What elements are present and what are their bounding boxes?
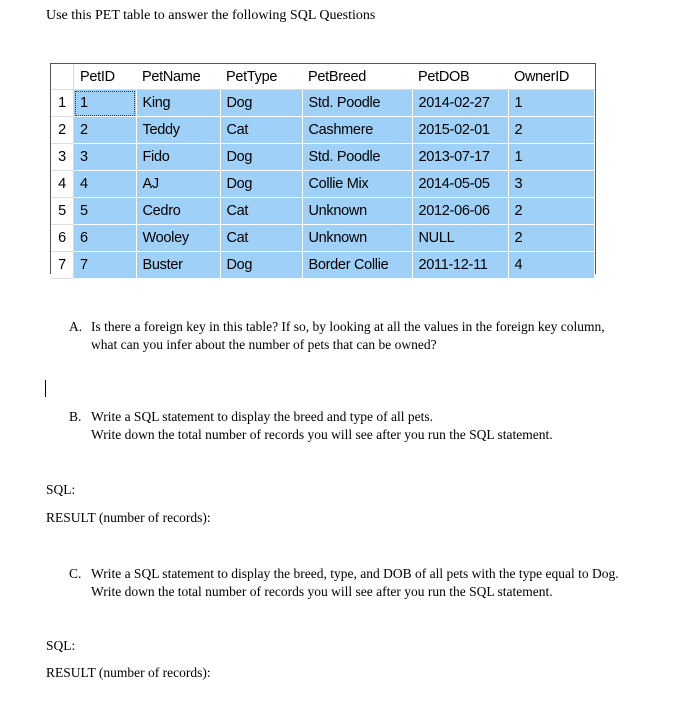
table-cell[interactable]: 1: [74, 90, 137, 117]
row-number[interactable]: 1: [51, 90, 74, 117]
table-cell[interactable]: 2: [74, 117, 137, 144]
table-cell[interactable]: 4: [74, 171, 137, 198]
table-cell[interactable]: Std. Poodle: [302, 144, 412, 171]
row-number[interactable]: 2: [51, 117, 74, 144]
question-c: [69, 565, 619, 601]
table-cell[interactable]: Unknown: [302, 198, 412, 225]
row-number[interactable]: 6: [51, 225, 74, 252]
table-cell[interactable]: Buster: [136, 252, 220, 279]
table-cell[interactable]: 5: [74, 198, 137, 225]
result-label-b: RESULT (number of records):: [46, 510, 211, 525]
question-text: Write down the total number of records you will see after you run the SQL statement.: [91, 427, 553, 442]
table-cell[interactable]: 2015-02-01: [412, 117, 508, 144]
table-row[interactable]: [51, 117, 595, 144]
table-cell[interactable]: 3: [508, 171, 595, 198]
table-cell[interactable]: 2: [508, 117, 595, 144]
table-cell[interactable]: 2: [508, 225, 595, 252]
table-cell[interactable]: Std. Poodle: [302, 90, 412, 117]
table-cell[interactable]: Teddy: [136, 117, 220, 144]
table-cell[interactable]: King: [136, 90, 220, 117]
question-text: Write a SQL statement to display the breed, type, and DOB of all pets with the type equal to Dog.: [91, 566, 619, 581]
column-header[interactable]: PetType: [220, 64, 302, 90]
question-label: C.: [69, 566, 82, 581]
table-cell[interactable]: 4: [508, 252, 595, 279]
question-a: [69, 318, 605, 354]
table-cell[interactable]: Dog: [220, 252, 302, 279]
table-row[interactable]: [51, 225, 595, 252]
question-label: A.: [69, 319, 83, 334]
row-number[interactable]: 4: [51, 171, 74, 198]
column-header[interactable]: PetName: [136, 64, 220, 90]
table-cell[interactable]: 1: [508, 90, 595, 117]
table-cell[interactable]: 2013-07-17: [412, 144, 508, 171]
table-row[interactable]: [51, 90, 595, 117]
question-text: Write down the total number of records you will see after you run the SQL statement.: [91, 584, 553, 599]
table-cell[interactable]: Cat: [220, 198, 302, 225]
row-number[interactable]: 7: [51, 252, 74, 279]
table-cell[interactable]: Dog: [220, 90, 302, 117]
table-cell[interactable]: 7: [74, 252, 137, 279]
table-cell[interactable]: 2014-05-05: [412, 171, 508, 198]
row-number[interactable]: 3: [51, 144, 74, 171]
table-cell[interactable]: 2014-02-27: [412, 90, 508, 117]
table-cell[interactable]: Unknown: [302, 225, 412, 252]
table-cell[interactable]: Cashmere: [302, 117, 412, 144]
table-cell[interactable]: Fido: [136, 144, 220, 171]
table-cell[interactable]: 6: [74, 225, 137, 252]
row-number[interactable]: 5: [51, 198, 74, 225]
table-cell[interactable]: Border Collie: [302, 252, 412, 279]
table-cell[interactable]: 2012-06-06: [412, 198, 508, 225]
table-cell[interactable]: Dog: [220, 171, 302, 198]
table-cell[interactable]: AJ: [136, 171, 220, 198]
result-label-c: RESULT (number of records):: [46, 665, 211, 680]
table-row[interactable]: [51, 252, 595, 279]
table-row[interactable]: [51, 198, 595, 225]
sql-label-b: SQL:: [46, 482, 76, 497]
sql-label-c: SQL:: [46, 638, 76, 653]
question-text: Is there a foreign key in this table? If so, by looking at all the values in the foreign key column,: [91, 319, 605, 334]
table-cell[interactable]: Wooley: [136, 225, 220, 252]
pet-table: [50, 63, 596, 274]
intro-text: Use this PET table to answer the following SQL Questions: [46, 8, 376, 23]
question-text: what can you infer about the number of pets that can be owned?: [91, 337, 437, 352]
table-cell[interactable]: 1: [508, 144, 595, 171]
column-header[interactable]: PetDOB: [412, 64, 508, 90]
table-cell[interactable]: Cedro: [136, 198, 220, 225]
question-text: Write a SQL statement to display the breed and type of all pets.: [91, 409, 433, 424]
table-cell[interactable]: 2011-12-11: [412, 252, 508, 279]
table-header-row: [51, 64, 595, 90]
table-row[interactable]: [51, 144, 595, 171]
question-b: [69, 408, 553, 444]
table-cell[interactable]: Dog: [220, 144, 302, 171]
table-cell[interactable]: 3: [74, 144, 137, 171]
table-row[interactable]: [51, 171, 595, 198]
column-header[interactable]: PetID: [74, 64, 137, 90]
table-cell[interactable]: Cat: [220, 225, 302, 252]
table-cell[interactable]: Collie Mix: [302, 171, 412, 198]
table-cell[interactable]: 2: [508, 198, 595, 225]
text-cursor: [45, 380, 46, 397]
table-cell[interactable]: Cat: [220, 117, 302, 144]
question-label: B.: [69, 409, 82, 424]
row-header-corner: [51, 64, 74, 90]
column-header[interactable]: OwnerID: [508, 64, 595, 90]
column-header[interactable]: PetBreed: [302, 64, 412, 90]
table-cell[interactable]: NULL: [412, 225, 508, 252]
